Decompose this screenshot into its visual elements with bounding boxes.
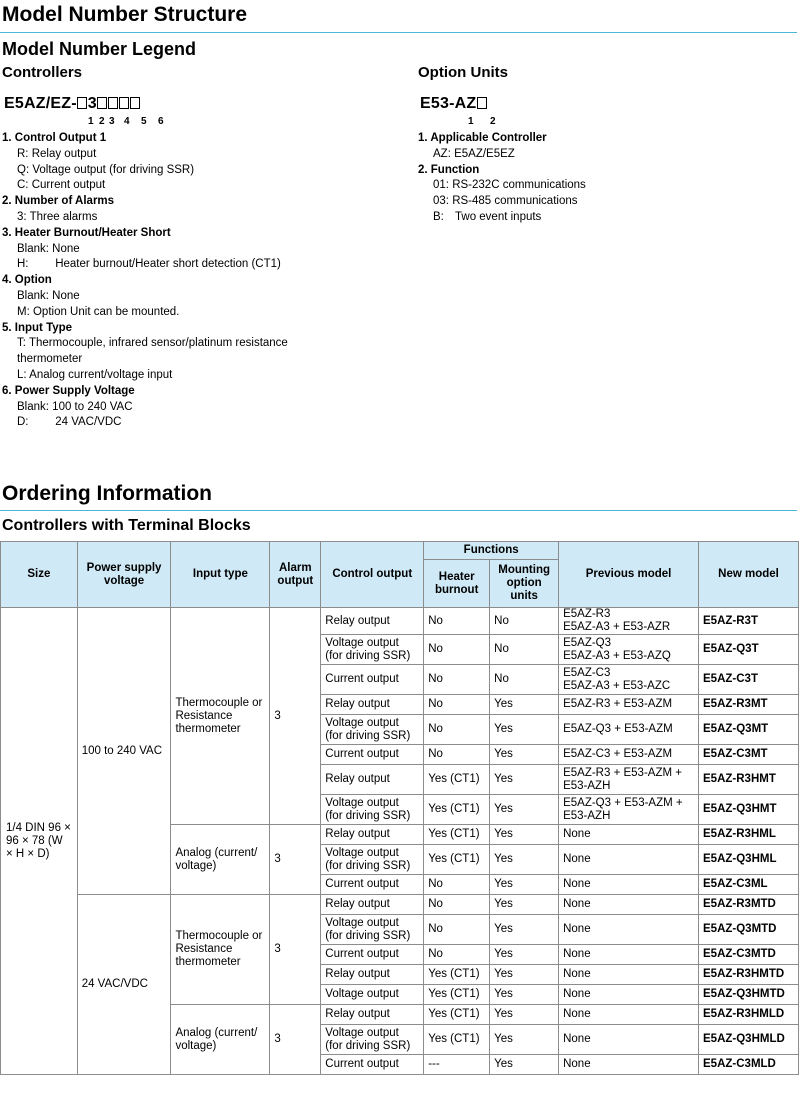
cell-previous-model: None [559,1005,699,1025]
option-units-code-positions [468,116,500,127]
cell-mounting-option: Yes [490,1005,559,1025]
cell-mounting-option: Yes [490,985,559,1005]
code-position-number: 2 [490,116,496,127]
cell-new-model: E5AZ-R3HMLD [699,1005,799,1025]
cell-control-output: Voltage output (for driving SSR) [321,1025,424,1055]
cell-mounting-option: Yes [490,1055,559,1075]
cell-heater-burnout: Yes (CT1) [424,765,490,795]
controllers-model-code [4,95,141,113]
legend-item-title: 3. Heater Burnout/Heater Short [2,226,171,239]
cell-new-model: E5AZ-R3T [699,608,799,635]
legend-option-key: Blank: [17,400,49,413]
legend-option [418,210,778,226]
cell-heater-burnout: No [424,635,490,665]
cell-control-output: Voltage output (for driving SSR) [321,795,424,825]
cell-previous-model: None [559,1025,699,1055]
cell-heater-burnout: No [424,945,490,965]
cell-previous-model: None [559,875,699,895]
table-row [1,895,799,915]
legend-title: Model Number Legend [2,39,197,59]
header-new-model: New model [699,542,799,608]
cell-input-type: Analog (current/ voltage) [171,825,270,895]
cell-new-model: E5AZ-Q3HMLD [699,1025,799,1055]
legend-option [2,400,402,416]
cell-mounting-option: Yes [490,695,559,715]
legend-option-text: Heater burnout/Heater short detection (CT1) [55,258,281,271]
cell-previous-model: E5AZ-Q3 E5AZ-A3 + E53-AZQ [559,635,699,665]
code-position-number: 6 [158,116,164,127]
ordering-table [0,541,799,1075]
cell-previous-model: E5AZ-Q3 + E53-AZM [559,715,699,745]
cell-control-output: Current output [321,875,424,895]
cell-heater-burnout: No [424,665,490,695]
section-rule [0,32,797,33]
header-heater-burnout: Heater burnout [424,560,490,608]
section-rule [0,510,797,511]
code-placeholder-box [477,97,487,109]
legend-option-key: Blank: [17,289,49,302]
cell-new-model: E5AZ-C3MTD [699,945,799,965]
legend-option-key: M: [17,305,30,318]
cell-previous-model: E5AZ-C3 E5AZ-A3 + E53-AZC [559,665,699,695]
code-position-number: 1 [468,116,474,127]
cell-alarm-output: 3 [270,895,321,1005]
legend-option-key: C: [17,179,29,192]
legend-option [2,178,402,194]
cell-control-output: Voltage output [321,985,424,1005]
cell-previous-model: None [559,965,699,985]
cell-previous-model: None [559,1055,699,1075]
legend-option-key: R: [17,147,29,160]
legend-option-text: Three alarms [29,210,98,223]
cell-mounting-option: Yes [490,745,559,765]
cell-new-model: E5AZ-Q3HML [699,845,799,875]
legend-option-key: Blank: [17,242,49,255]
legend-option-text: E5AZ/E5EZ [454,147,515,160]
legend-option [2,242,402,258]
cell-mounting-option: Yes [490,765,559,795]
cell-heater-burnout: Yes (CT1) [424,1025,490,1055]
legend-item-title: 1. Control Output 1 [2,132,107,144]
code-placeholder-box [97,97,107,109]
legend-option-text: RS-485 communications [452,195,578,208]
legend-option [418,147,778,163]
code-placeholder-box [108,97,118,109]
cell-new-model: E5AZ-R3HMT [699,765,799,795]
cell-control-output: Voltage output (for driving SSR) [321,845,424,875]
cell-new-model: E5AZ-C3ML [699,875,799,895]
cell-control-output: Relay output [321,608,424,635]
cell-power-supply: 100 to 240 VAC [77,608,171,895]
cell-input-type: Analog (current/ voltage) [171,1005,270,1075]
legend-option [2,210,402,226]
cell-heater-burnout: No [424,915,490,945]
cell-control-output: Current output [321,945,424,965]
section-title-ordering: Ordering Information [2,482,212,505]
controllers-code-positions [88,116,168,127]
cell-control-output: Relay output [321,825,424,845]
code-fixed-digit: 3 [87,95,97,112]
legend-option-text: Voltage output (for driving SSR) [32,163,195,176]
option-units-heading: Option Units [418,64,508,81]
cell-previous-model: None [559,985,699,1005]
cell-mounting-option: No [490,665,559,695]
cell-previous-model: None [559,825,699,845]
legend-option-key: D: [17,416,29,429]
cell-heater-burnout: Yes (CT1) [424,845,490,875]
cell-mounting-option: Yes [490,825,559,845]
legend-option-key: 3: [17,210,27,223]
cell-new-model: E5AZ-C3T [699,665,799,695]
cell-new-model: E5AZ-R3MT [699,695,799,715]
cell-new-model: E5AZ-Q3HMTD [699,985,799,1005]
legend-option-text: None [52,242,80,255]
cell-control-output: Relay output [321,895,424,915]
code-position-number: 1 [88,116,94,127]
ordering-table-body [1,608,799,1075]
cell-control-output: Current output [321,665,424,695]
header-input-type: Input type [171,542,270,608]
cell-mounting-option: Yes [490,945,559,965]
cell-control-output: Current output [321,1055,424,1075]
header-previous-model: Previous model [559,542,699,608]
legend-option-text: 24 VAC/VDC [55,416,122,429]
legend-option-key: 03: [433,195,449,208]
controllers-legend-list [2,131,402,431]
legend-option-text: None [52,289,80,302]
legend-option-text: Current output [31,179,106,192]
cell-heater-burnout: Yes (CT1) [424,825,490,845]
cell-heater-burnout: No [424,745,490,765]
cell-new-model: E5AZ-R3HML [699,825,799,845]
cell-heater-burnout: No [424,695,490,715]
cell-previous-model: None [559,845,699,875]
legend-option [2,368,402,384]
legend-option [2,257,402,273]
legend-option-key: T: [17,337,26,350]
cell-alarm-output: 3 [270,608,321,825]
legend-item-title: 6. Power Supply Voltage [2,384,135,397]
legend-option-text: RS-232C communications [452,179,586,192]
legend-option-text: Option Unit can be mounted. [32,305,180,318]
legend-option-text: Analog current/voltage input [29,368,173,381]
header-size: Size [1,542,78,608]
cell-heater-burnout: Yes (CT1) [424,965,490,985]
code-position-number: 5 [141,116,147,127]
code-prefix: E5AZ/EZ- [4,95,77,112]
code-position-number: 4 [124,116,130,127]
legend-option [418,178,778,194]
header-alarm-output: Alarm output [270,542,321,608]
legend-option [2,415,402,431]
cell-new-model: E5AZ-Q3MTD [699,915,799,945]
legend-option-key: 01: [433,179,449,192]
cell-mounting-option: Yes [490,795,559,825]
code-position-number: 2 [99,116,105,127]
legend-item-title: 1. Applicable Controller [418,132,547,144]
header-functions: Functions [424,542,559,560]
cell-mounting-option: Yes [490,715,559,745]
cell-mounting-option: No [490,608,559,635]
cell-input-type: Thermocouple or Resistance thermometer [171,608,270,825]
option-units-legend-list [418,131,778,226]
cell-mounting-option: Yes [490,845,559,875]
cell-control-output: Current output [321,745,424,765]
option-units-model-code [420,95,487,113]
cell-new-model: E5AZ-C3MLD [699,1055,799,1075]
cell-control-output: Relay output [321,1005,424,1025]
cell-mounting-option: Yes [490,875,559,895]
controllers-heading: Controllers [2,64,83,81]
legend-option [2,147,402,163]
header-mounting-option-units: Mounting option units [490,560,559,608]
cell-previous-model: E5AZ-R3 + E53-AZM [559,695,699,715]
code-placeholder-box [130,97,140,109]
legend-option [2,336,317,368]
cell-previous-model: E5AZ-Q3 + E53-AZM + E53-AZH [559,795,699,825]
cell-new-model: E5AZ-R3HMTD [699,965,799,985]
cell-control-output: Voltage output (for driving SSR) [321,915,424,945]
code-placeholder-box [119,97,129,109]
legend-option-key: AZ: [433,147,451,160]
cell-new-model: E5AZ-C3MT [699,745,799,765]
header-control-output: Control output [321,542,424,608]
cell-previous-model: None [559,915,699,945]
cell-heater-burnout: Yes (CT1) [424,1005,490,1025]
cell-mounting-option: Yes [490,915,559,945]
legend-option [2,163,402,179]
cell-control-output: Voltage output (for driving SSR) [321,635,424,665]
legend-option-text: 100 to 240 VAC [52,400,133,413]
cell-mounting-option: Yes [490,895,559,915]
section-title-model-structure: Model Number Structure [2,3,248,26]
legend-option-key: L: [17,368,27,381]
table-row [1,608,799,635]
cell-control-output: Voltage output (for driving SSR) [321,715,424,745]
cell-new-model: E5AZ-Q3HMT [699,795,799,825]
legend-item-title: 5. Input Type [2,321,73,334]
legend-item-title: 2. Number of Alarms [2,195,115,208]
legend-option-text: Thermocouple, infrared sensor/platinum resistance thermometer [17,337,288,366]
cell-control-output: Relay output [321,965,424,985]
cell-heater-burnout: No [424,875,490,895]
header-power-supply: Power supply voltage [77,542,171,608]
cell-previous-model: E5AZ-R3 E5AZ-A3 + E53-AZR [559,608,699,635]
cell-mounting-option: No [490,635,559,665]
code-prefix: E53-AZ [420,95,477,112]
cell-previous-model: E5AZ-R3 + E53-AZM + E53-AZH [559,765,699,795]
legend-option-text: Relay output [31,147,97,160]
legend-option-key: H: [17,258,29,271]
cell-new-model: E5AZ-R3MTD [699,895,799,915]
cell-control-output: Relay output [321,765,424,795]
legend-option [2,305,402,321]
cell-power-supply: 24 VAC/VDC [77,895,171,1075]
legend-option-key: B: [433,210,444,223]
legend-option-key: Q: [17,163,30,176]
cell-new-model: E5AZ-Q3T [699,635,799,665]
cell-alarm-output: 3 [270,825,321,895]
cell-heater-burnout: Yes (CT1) [424,795,490,825]
cell-size: 1/4 DIN 96 × 96 × 78 (W × H × D) [1,608,78,1075]
code-position-number: 3 [109,116,115,127]
legend-item-title: 4. Option [2,274,52,287]
legend-option [2,289,402,305]
cell-previous-model: E5AZ-C3 + E53-AZM [559,745,699,765]
controllers-terminal-title: Controllers with Terminal Blocks [2,517,251,534]
cell-previous-model: None [559,895,699,915]
cell-new-model: E5AZ-Q3MT [699,715,799,745]
code-placeholder-box [77,97,87,109]
cell-previous-model: None [559,945,699,965]
legend-option-text: Two event inputs [455,210,542,223]
cell-alarm-output: 3 [270,1005,321,1075]
cell-mounting-option: Yes [490,965,559,985]
cell-mounting-option: Yes [490,1025,559,1055]
cell-heater-burnout: No [424,608,490,635]
cell-heater-burnout: No [424,895,490,915]
cell-input-type: Thermocouple or Resistance thermometer [171,895,270,1005]
cell-control-output: Relay output [321,695,424,715]
legend-item-title: 2. Function [418,163,480,176]
cell-heater-burnout: Yes (CT1) [424,985,490,1005]
cell-heater-burnout: No [424,715,490,745]
legend-option [418,194,778,210]
cell-heater-burnout: --- [424,1055,490,1075]
